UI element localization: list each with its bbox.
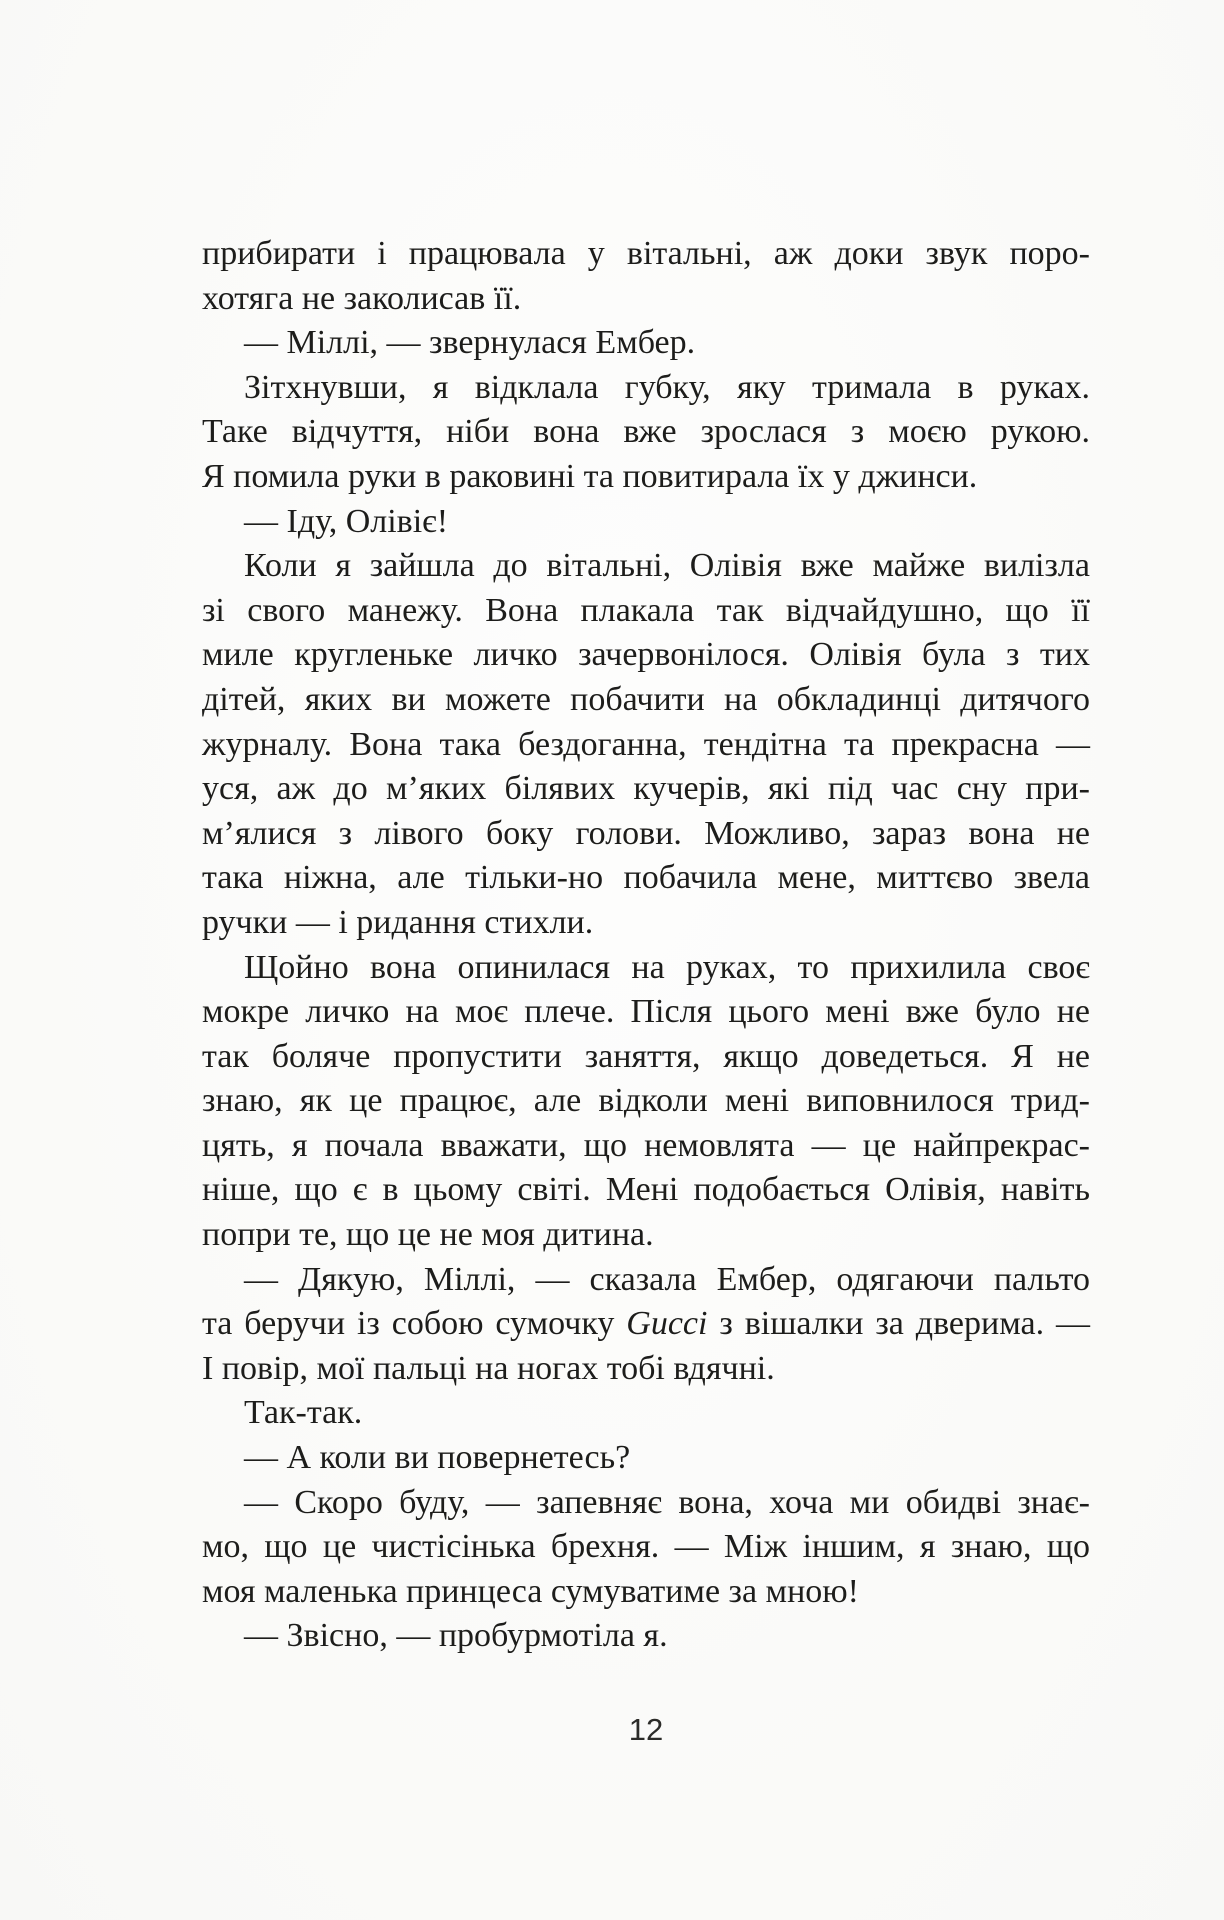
text-line: Так-так. <box>244 1394 363 1432</box>
text-line: так боляче пропустити заняття, якщо доведеться. Я не <box>202 1037 1090 1075</box>
text-line: моя маленька принцеса сумуватиме за мною! <box>202 1572 859 1610</box>
text-line: ручки — і ридання стихли. <box>202 903 594 941</box>
text-line: мо, що це чистісінька брехня. — Між іншим, я знаю, що <box>202 1528 1090 1566</box>
text-line: Щойно вона опинилася на руках, то прихилила своє <box>244 948 1090 986</box>
page-text <box>202 232 1090 1659</box>
text-line: Я помила руки в раковині та повитирала їх у джинси. <box>202 457 978 495</box>
text-line: Таке відчуття, ніби вона вже зрослася з моєю рукою. <box>202 413 1090 451</box>
page-number: 12 <box>628 1712 664 1747</box>
text-line: мокре личко на моє плече. Після цього мені вже було не <box>202 993 1090 1031</box>
text-line: прибирати і працювала у вітальні, аж доки звук поро- <box>202 235 1090 272</box>
text-line: дітей, яких ви можете побачити на обкладинці дитячого <box>202 680 1090 718</box>
text-line: Зітхнувши, я відклала губку, яку тримала в руках. <box>244 368 1090 406</box>
text-line: така ніжна, але тільки-но побачила мене, миттєво звела <box>202 859 1090 897</box>
text-line: Коли я зайшла до вітальні, Олівія вже майже вилізла <box>244 547 1090 585</box>
text-line: м’ялися з лівого боку голови. Можливо, зараз вона не <box>202 814 1090 852</box>
text-line: знаю, як це працює, але відколи мені виповнилося трид- <box>202 1082 1090 1120</box>
text-line: уся, аж до м’яких білявих кучерів, які під час сну при- <box>202 770 1090 808</box>
text-line: миле кругленьке личко зачервонілося. Олівія була з тих <box>202 636 1090 674</box>
text-line: — Дякую, Міллі, — сказала Ембер, одягаючи пальто <box>244 1260 1090 1298</box>
text-line: хотяга не заколисав її. <box>202 279 522 317</box>
text-line: журналу. Вона така бездоганна, тендітна та прекрасна — <box>202 725 1090 763</box>
text-line: ніше, що є в цьому світі. Мені подобається Олівія, навіть <box>202 1171 1090 1209</box>
text-line: — Іду, Олівіє! <box>244 502 449 540</box>
text-line: — Скоро буду, — запевняє вона, хоча ми обидві знає- <box>244 1483 1090 1521</box>
text-line: зі свого манежу. Вона плакала так відчайдушно, що її <box>202 591 1090 629</box>
text-line: — Міллі, — звернулася Ембер. <box>244 324 696 362</box>
text-line: цять, я почала вважати, що немовлята — це найпрекрас- <box>202 1126 1090 1164</box>
text-line: І повір, мої пальці на ногах тобі вдячні. <box>202 1349 775 1387</box>
text-line: — А коли ви повернетесь? <box>244 1439 631 1477</box>
text-line: та беручи із собою сумочку Gucci з вішалки за дверима. — <box>202 1305 1090 1343</box>
text-line: — Звісно, — пробурмотіла я. <box>244 1617 668 1655</box>
text-line: попри те, що це не моя дитина. <box>202 1216 654 1254</box>
